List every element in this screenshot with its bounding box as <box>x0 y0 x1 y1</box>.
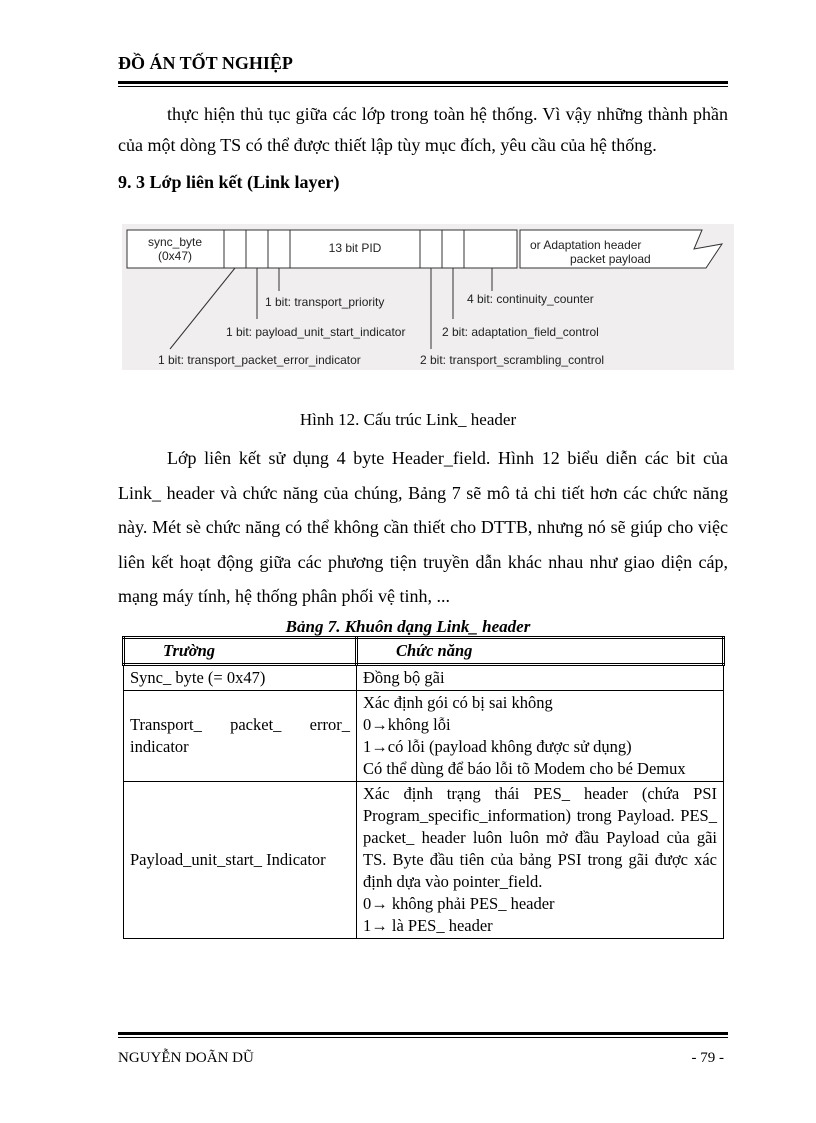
function-line: Xác định gói có bị sai không <box>363 693 553 712</box>
function-line: 0→ không phải PES_ header <box>363 894 555 913</box>
adaptation-field-control-label: 2 bit: adaptation_field_control <box>442 325 599 339</box>
scrambling-control-label: 2 bit: transport_scrambling_control <box>420 353 605 367</box>
header-rule <box>118 81 728 84</box>
table-cell-function <box>357 782 724 939</box>
table-cell-field: Sync_ byte (= 0x47) <box>124 665 357 691</box>
header-rule-thin <box>118 86 728 87</box>
pid-label: 13 bit PID <box>328 241 382 255</box>
function-line: Xác định trạng thái PES_ header (chứa PSI Program_specific_information) trong Payload. PES_ packet_ header luôn luôn mở đầu Payload của gãi TS. Byte đầu tiên của bảng PSI trong gãi được xác định dựa vào pointer_field. <box>363 784 717 891</box>
transport-error-label: 1 bit: transport_packet_error_indicator <box>158 353 361 367</box>
intro-paragraph: thực hiện thủ tục giữa các lớp trong toàn hệ thống. Vì vậy những thành phần của một dòng TS có thể được thiết lập tùy mục đích, yêu cầu của hệ thống. <box>118 104 728 155</box>
table-cell-field: Payload_unit_start_ Indicator <box>124 782 357 939</box>
footer-page-number: - 79 - <box>691 1050 724 1066</box>
document-header-title: ĐỒ ÁN TỐT NGHIỆP <box>118 53 293 73</box>
table-cell-field: Transport_ packet_ error_ indicator <box>124 691 357 782</box>
adaptation-label: or Adaptation header <box>530 238 642 252</box>
link-header-table <box>122 636 725 939</box>
table-cell-function <box>357 691 724 782</box>
footer-author: NGUYỄN DOÃN DŨ <box>118 1050 254 1066</box>
body-paragraph: Lớp liên kết sử dụng 4 byte Header_field. Hình 12 biểu diễn các bit của Link_ header và chức năng của chúng, Bảng 7 sẽ mô tả chi tiết hơn các chức năng này. Mét sè chức năng có thể không cần thiết cho DTTB, nhưng nó sẽ giúp cho việc liên kết hoạt động giữa các phương tiện truyền dẫn khác nhau như giao diện cáp, mạng máy tính, hệ thống phân phối vệ tinh, ... <box>118 448 728 606</box>
table-header-function: Chức năng <box>357 638 724 665</box>
footer-rule <box>118 1032 728 1035</box>
function-line: 1→có lỗi (payload không được sử dụng) <box>363 737 632 756</box>
table-caption: Bảng 7. Khuôn dạng Link_ header <box>285 617 531 636</box>
table-row <box>124 665 724 691</box>
sync-byte-value: (0x47) <box>157 249 193 263</box>
footer-rule-thin <box>118 1037 728 1038</box>
continuity-counter-label: 4 bit: continuity_counter <box>467 292 594 306</box>
table-row <box>124 782 724 939</box>
function-line: Có thể dùng để báo lỗi tõ Modem cho bé Demux <box>363 759 686 778</box>
link-header-figure <box>122 224 734 370</box>
payload-unit-start-label: 1 bit: payload_unit_start_indicator <box>226 325 406 339</box>
payload-label: packet payload <box>570 252 651 266</box>
function-line: 0→không lỗi <box>363 715 451 734</box>
link-header-diagram <box>122 224 734 370</box>
function-line: 1→ là PES_ header <box>363 916 493 935</box>
function-line: Đồng bộ gãi <box>363 668 445 687</box>
table-cell-function <box>357 665 724 691</box>
sync-byte-label: sync_byte <box>147 235 203 249</box>
table-row <box>124 691 724 782</box>
transport-priority-label: 1 bit: transport_priority <box>265 295 385 309</box>
figure-caption: Hình 12. Cấu trúc Link_ header <box>299 410 517 429</box>
table-header-field: Trường <box>124 638 357 665</box>
table-header-row <box>124 638 724 665</box>
section-heading: 9. 3 Lớp liên kết (Link layer) <box>118 172 340 192</box>
